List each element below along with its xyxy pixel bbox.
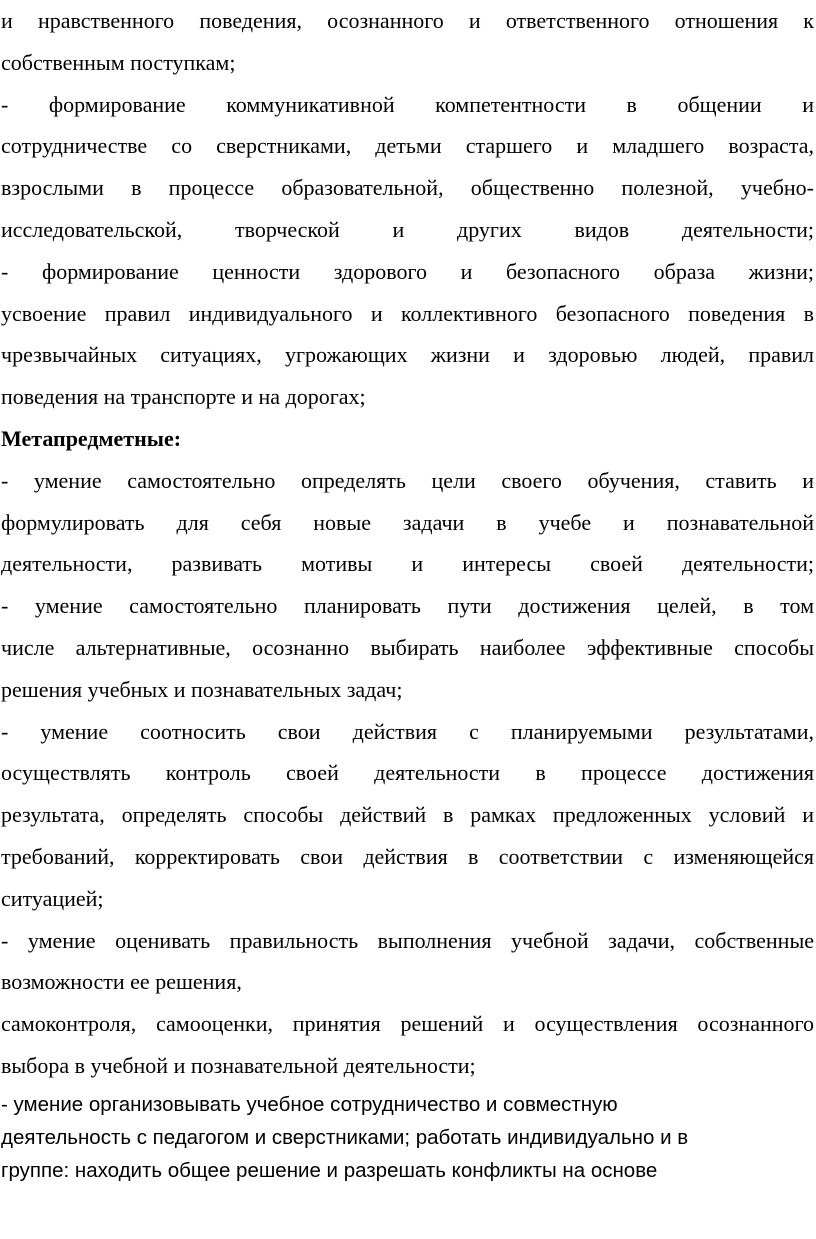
text-line: усвоение правил индивидуального и коллективного безопасного поведения в	[1, 300, 814, 326]
text-line: и нравственного поведения, осознанного и ответственного отношения к	[1, 8, 814, 33]
text-line: группе: находить общее решение и разрешать конфликты на основе	[1, 1158, 658, 1182]
text-line: - умение самостоятельно планировать пути достижения целей, в том	[1, 593, 814, 619]
text-line: собственным поступкам;	[1, 49, 236, 75]
text-line: - формирование ценности здорового и безопасного образа жизни;	[1, 258, 814, 284]
text-line: исследовательской, творческой и других видов деятельности;	[1, 216, 814, 242]
text-line: взрослыми в процессе образовательной, общественно полезной, учебно-	[1, 175, 814, 201]
text-line: ситуацией;	[1, 885, 104, 911]
text-line: возможности ее решения,	[1, 969, 242, 995]
text-line: требований, корректировать свои действия в соответствии с изменяющейся	[1, 843, 814, 869]
text-line: формулировать для себя новые задачи в учебе и познавательной	[1, 509, 814, 535]
text-line: - умение соотносить свои действия с планируемыми результатами,	[1, 718, 814, 744]
text-line: поведения на транспорте и на дорогах;	[1, 384, 366, 410]
text-line: самоконтроля, самооценки, принятия решений и осуществления осознанного	[1, 1011, 814, 1037]
document-tail-paragraph	[1, 1088, 814, 1187]
text-line: выбора в учебной и познавательной деятельности;	[1, 1052, 476, 1078]
text-line: - умение оценивать правильность выполнения учебной задачи, собственные	[1, 927, 814, 953]
text-line: деятельность с педагогом и сверстниками; работать индивидуально и в	[1, 1125, 689, 1149]
text-line: сотрудничестве со сверстниками, детьми старшего и младшего возраста,	[1, 133, 814, 159]
section-heading: Метапредметные:	[1, 425, 182, 451]
text-line: - формирование коммуникативной компетентности в общении и	[1, 91, 814, 117]
text-line: - умение самостоятельно определять цели своего обучения, ставить и	[1, 467, 814, 493]
text-line: - умение организовывать учебное сотрудничество и совместную	[1, 1092, 618, 1116]
text-line: осуществлять контроль своей деятельности в процессе достижения	[1, 760, 814, 786]
text-line: чрезвычайных ситуациях, угрожающих жизни и здоровью людей, правил	[1, 342, 814, 368]
text-line: деятельности, развивать мотивы и интересы своей деятельности;	[1, 551, 814, 577]
text-line: решения учебных и познавательных задач;	[1, 676, 403, 702]
text-line: результата, определять способы действий в рамках предложенных условий и	[1, 802, 814, 828]
document-body	[1, 0, 814, 1087]
text-line: числе альтернативные, осознанно выбирать наиболее эффективные способы	[1, 634, 814, 660]
